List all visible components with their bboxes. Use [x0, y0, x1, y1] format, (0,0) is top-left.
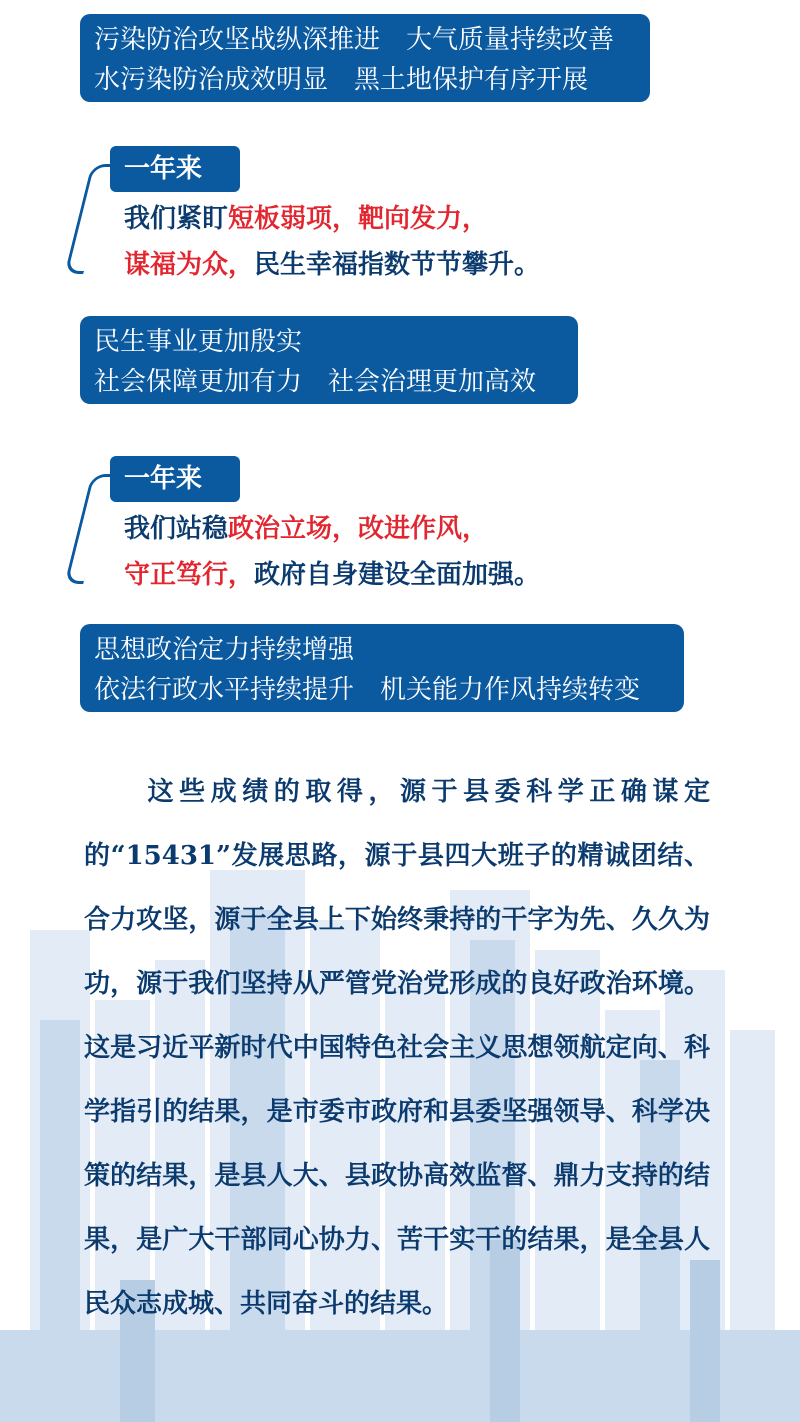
banner-line: 思想政治定力持续增强 [94, 635, 355, 665]
summary-banner-environment [80, 14, 650, 102]
year-tag: 一年来 [110, 146, 240, 192]
banner-line: 水污染防治成效明显 黑土地保护有序开展 [94, 65, 589, 95]
highlight-line: 守正笃行，政府自身建设全面加强。 [124, 560, 541, 590]
bracket-decoration [64, 474, 110, 584]
bracket-decoration [64, 164, 110, 274]
highlight-line: 我们站稳政治立场，改进作风， [124, 514, 489, 544]
banner-line: 污染防治攻坚战纵深推进 大气质量持续改善 [94, 25, 615, 55]
summary-paragraph: 这些成绩的取得，源于县委科学正确谋定的“15431”发展思路，源于县四大班子的精诚团结、合力攻坚，源于全县上下始终秉持的干字为先、久久为功，源于我们坚持从严管党治党形成的良好政治环境。这是习近平新时代中国特色社会主义思想领航定向、科学指引的结果，是市委市政府和县委坚强领导、科学决策的结果，是县人大、县政协高效监督、鼎力支持的结果，是广大干部同心协力、苦干实干的结果，是全县人民众志成城、共同奋斗的结果。 [84, 777, 710, 1319]
year-tag: 一年来 [110, 456, 240, 502]
banner-line: 社会保障更加有力 社会治理更加高效 [94, 367, 537, 397]
highlight-block-livelihood [78, 146, 638, 280]
summary-banner-government [80, 624, 684, 712]
highlight-block-government [78, 456, 638, 590]
banner-line: 依法行政水平持续提升 机关能力作风持续转变 [94, 675, 641, 705]
highlight-line: 谋福为众，民生幸福指数节节攀升。 [124, 250, 541, 280]
banner-line: 民生事业更加殷实 [94, 327, 303, 357]
summary-banner-livelihood [80, 316, 578, 404]
highlight-line: 我们紧盯短板弱项，靶向发力， [124, 204, 489, 234]
